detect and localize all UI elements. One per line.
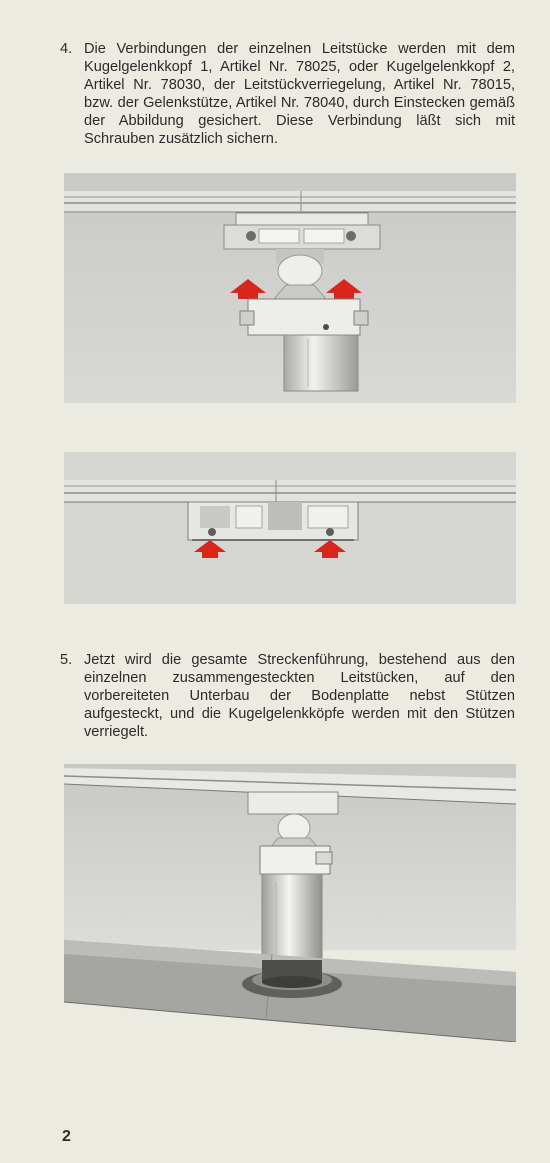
page-number: 2 xyxy=(62,1128,71,1145)
locking-piece-photo xyxy=(64,452,516,604)
track-on-baseplate-photo xyxy=(64,764,516,1042)
step-5-number: 5. xyxy=(60,652,73,668)
step-4-text: Die Verbindungen der einzelnen Leitstücke werden mit dem Kugelgelenkkopf 1, Artikel Nr. 78025, oder Kugelgelenkkopf 2, Artikel Nr. 78030, der Leitstückverriegelung, Artikel Nr. 78015, bzw. der Gelenkstütze, Artikel Nr. 78040, durch Einstecken gemäß der Abbildung gesichert. Diese Verbindung läßt sich mit Schrauben zusätzlich sichern. xyxy=(84,41,515,147)
step-5-text: Jetzt wird die gesamte Streckenführung, bestehend aus den einzelnen zusammengesteckten Leitstücken, auf den vorbereiteten Unterbau der Bodenplatte nebst Stützen aufgesteckt, und die Kugelgelenkköpfe werden mit den Stützen verriegelt. xyxy=(84,652,515,740)
step-4-number: 4. xyxy=(60,41,73,57)
step-4-paragraph xyxy=(60,40,515,148)
ball-joint-photo xyxy=(64,173,516,403)
step-5-paragraph xyxy=(60,651,515,741)
